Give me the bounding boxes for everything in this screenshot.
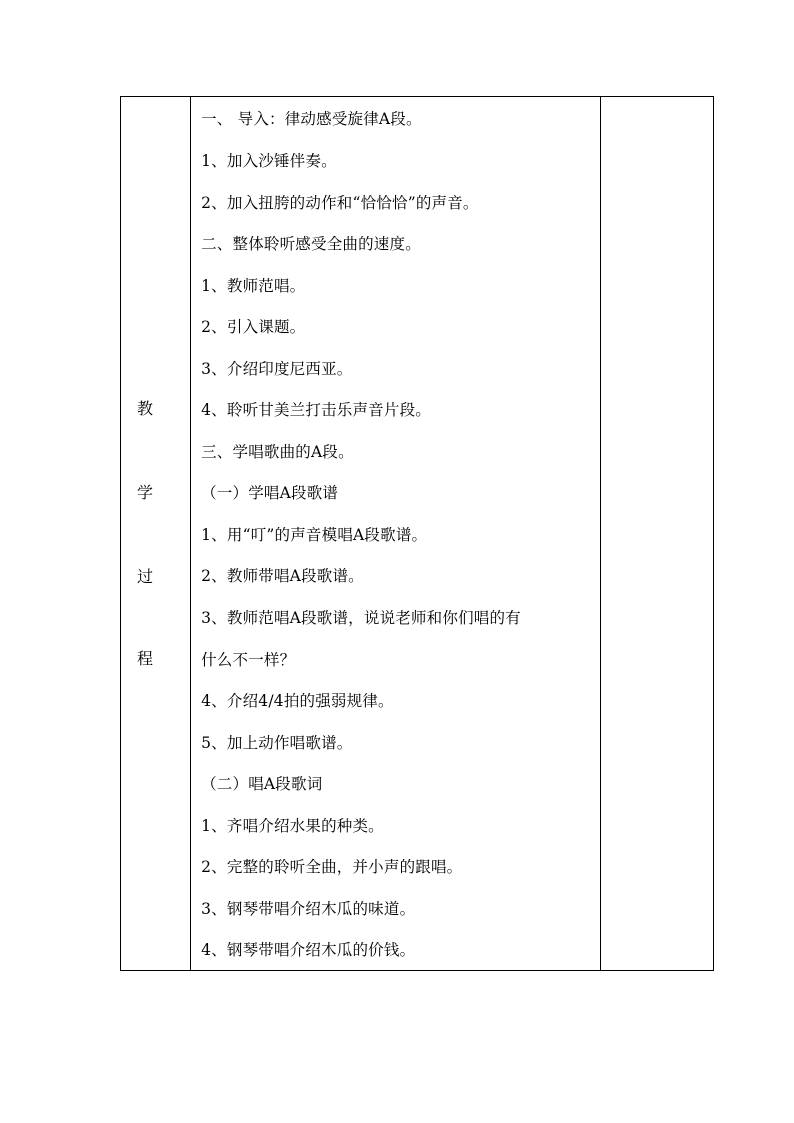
- content-line: 2、加入扭胯的动作和“恰恰恰”的声音。: [201, 194, 479, 212]
- content-line: 3、介绍印度尼西亚。: [201, 360, 353, 378]
- content-line: 1、教师范唱。: [201, 277, 306, 295]
- teaching-process-content: [191, 97, 601, 971]
- content-line: 1、用“叮”的声音模唱A段歌谱。: [201, 526, 428, 544]
- content-line: （二）唱A段歌词: [201, 775, 323, 793]
- content-line: 5、加上动作唱歌谱。: [201, 734, 353, 752]
- content-line: 三、学唱歌曲的A段。: [201, 443, 354, 461]
- content-line: 2、教师带唱A段歌谱。: [201, 567, 364, 585]
- content-line: （一）学唱A段歌谱: [201, 484, 339, 502]
- notes-cell: [600, 97, 713, 971]
- content-line: 2、完整的聆听全曲，并小声的跟唱。: [201, 858, 463, 876]
- content-line: 一、 导入：律动感受旋律A段。: [201, 110, 422, 128]
- section-label-cell: [121, 97, 191, 971]
- section-label-char: 程: [136, 649, 153, 668]
- content-line: 二、整体聆听感受全曲的速度。: [201, 235, 421, 253]
- content-line: 1、加入沙锤伴奏。: [201, 152, 337, 170]
- content-line: 3、教师范唱A段歌谱，说说老师和你们唱的有: [201, 609, 521, 627]
- content-line: 1、齐唱介绍水果的种类。: [201, 817, 384, 835]
- lesson-plan-table: [120, 96, 714, 971]
- section-label-char: 学: [136, 483, 153, 502]
- section-label-char: 教: [136, 399, 153, 418]
- section-label-char: 过: [136, 567, 153, 586]
- content-line: 2、引入课题。: [201, 318, 306, 336]
- content-line: 4、聆听甘美兰打击乐声音片段。: [201, 401, 431, 419]
- content-line: 4、钢琴带唱介绍木瓜的价钱。: [201, 941, 416, 959]
- content-line: 什么不一样？: [201, 651, 296, 669]
- content-line: 4、介绍4/4拍的强弱规律。: [201, 692, 394, 710]
- table-row: [121, 97, 714, 971]
- content-line: 3、钢琴带唱介绍木瓜的味道。: [201, 900, 416, 918]
